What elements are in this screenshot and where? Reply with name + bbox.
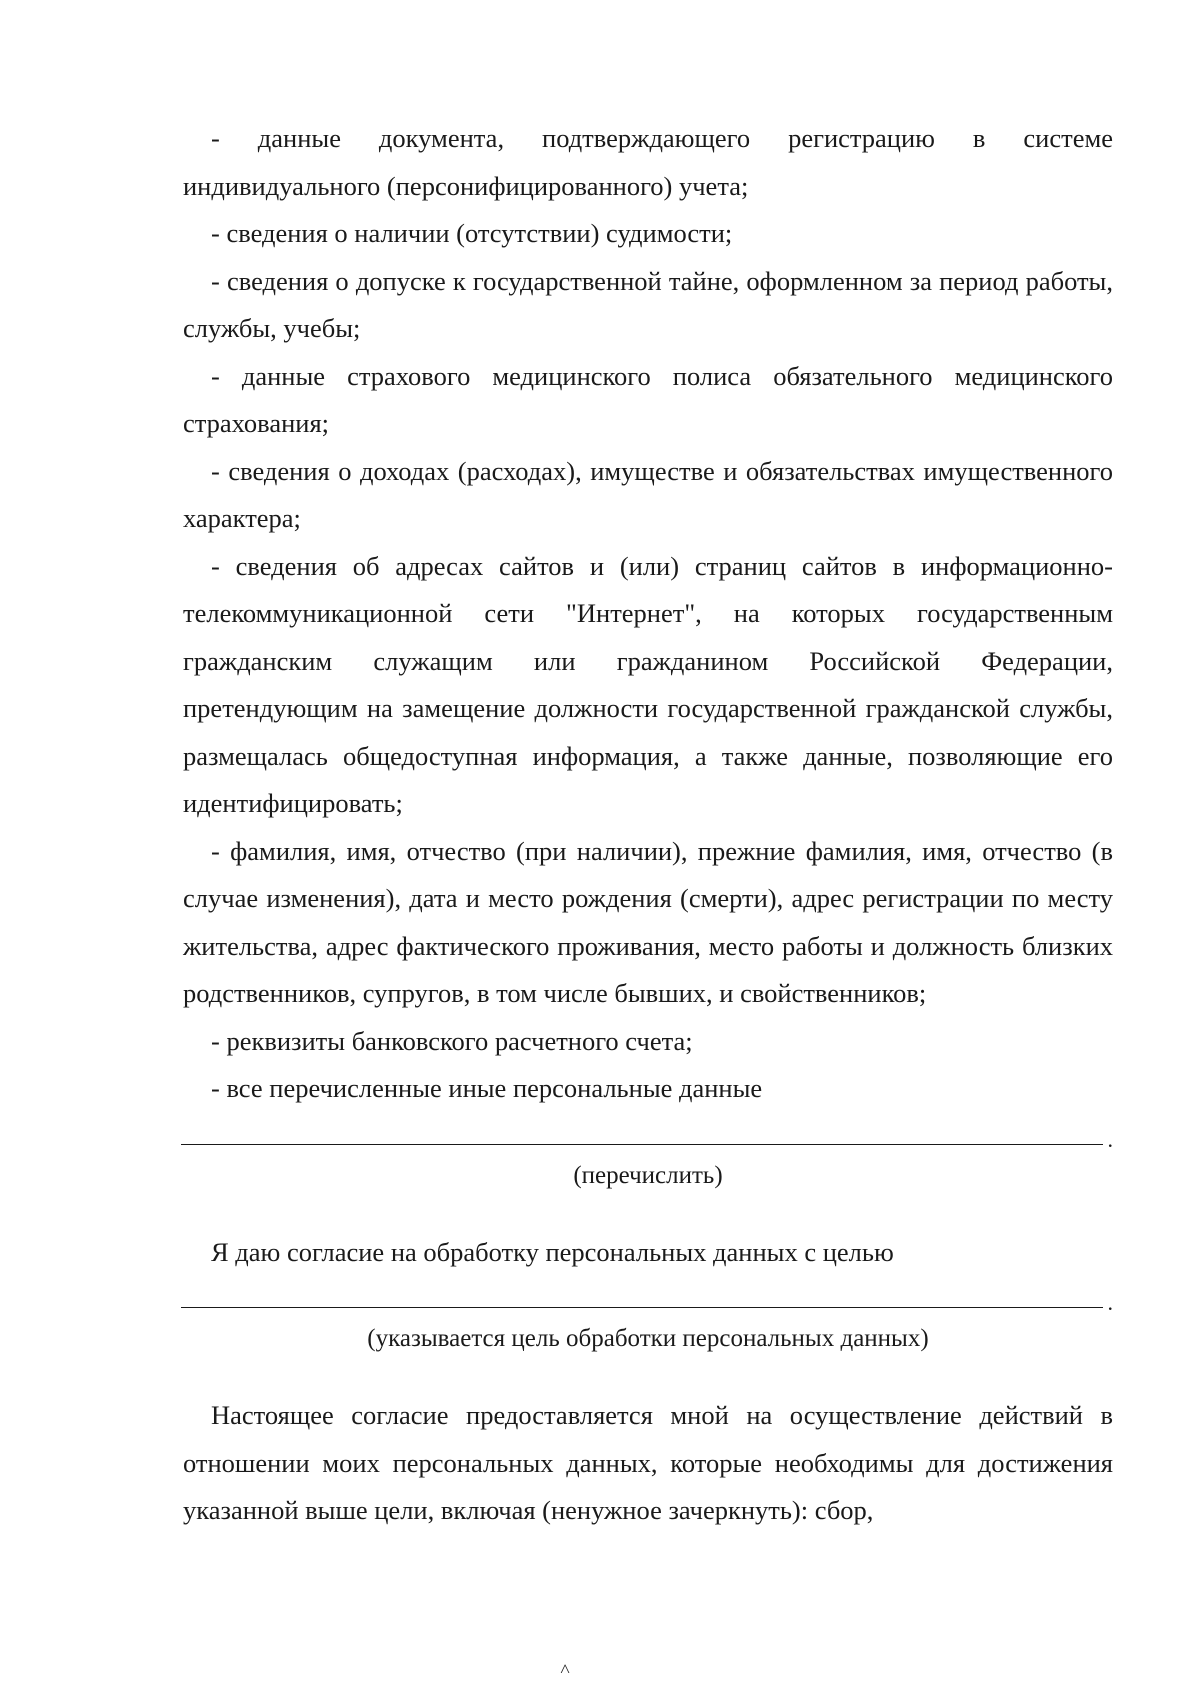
field-caption: (перечислить) — [573, 1161, 723, 1189]
list-item: - сведения об адресах сайтов и (или) страниц сайтов в информационно-телекоммуникационной сети "Интернет", на которых государственным гражданским служащим или гражданином Российской Федерации, претендующим на замещение должности государственной гражданской службы, размещалась общедоступная информация, а также данные, позволяющие его идентифицировать; — [183, 550, 1113, 818]
list-item: - все перечисленные иные персональные данные — [211, 1073, 763, 1103]
list-item: - сведения о доходах (расходах), имуществе и обязательствах имущественного характера; — [183, 455, 1113, 533]
list-item: - данные документа, подтверждающего регистрацию в системе индивидуального (персонифицированного) учета; — [183, 123, 1113, 201]
final-paragraph: Настоящее согласие предоставляется мной на осуществление действий в отношении моих персональных данных, которые необходимы для достижения указанной выше цели, включая (ненужное зачеркнуть): сбор, — [183, 1400, 1113, 1525]
fill-in-line[interactable] — [183, 1121, 1113, 1155]
field-caption: (указывается цель обработки персональных данных) — [367, 1325, 929, 1352]
consent-purpose-text: Я даю согласие на обработку персональных данных с целью — [211, 1236, 894, 1267]
list-item: - фамилия, имя, отчество (при наличии), прежние фамилия, имя, отчество (в случае изменения), дата и место рождения (смерти), адрес регистрации по месту жительства, адрес фактического проживания, место работы и должность близких родственников, супругов, в том числе бывших, и свойственников; — [183, 835, 1113, 1008]
line-end-period: . — [1107, 1126, 1113, 1152]
underline-rule — [181, 1144, 1103, 1145]
list-item: - реквизиты банковского расчетного счета; — [211, 1025, 693, 1056]
list-item: - сведения о наличии (отсутствии) судимости; — [211, 218, 733, 248]
spacer — [183, 1191, 1113, 1229]
document-body — [183, 115, 1113, 1535]
spacer — [183, 1354, 1113, 1392]
fill-in-line[interactable] — [183, 1284, 1113, 1318]
line-end-period: . — [1107, 1290, 1113, 1315]
page-mark: ˄ — [560, 1659, 571, 1679]
list-item: - сведения о допуске к государственной тайне, оформленном за период работы, службы, учебы; — [183, 265, 1113, 343]
underline-rule — [181, 1307, 1103, 1308]
list-item: - данные страхового медицинского полиса обязательного медицинского страхования; — [183, 360, 1113, 438]
